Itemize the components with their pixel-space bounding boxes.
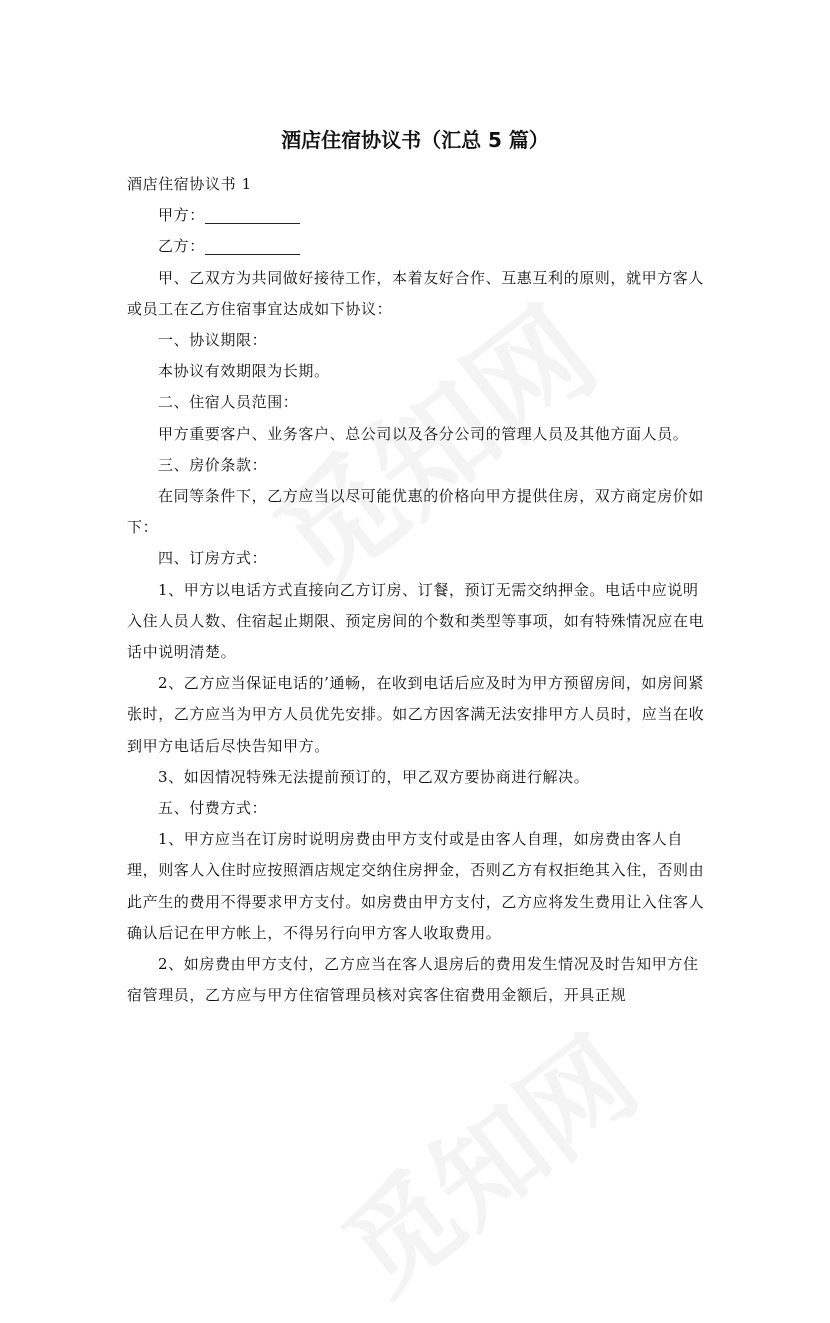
section-heading: 五、付费方式： xyxy=(158,799,268,818)
paragraph: 甲、乙双方为共同做好接待工作，本着友好合作、互惠互利的原则，就甲方客人或员工在乙方住宿事宜达成如下协议： xyxy=(127,268,705,318)
paragraph: 甲方重要客户、业务客户、总公司以及各分公司的管理人员及其他方面人员。 xyxy=(158,424,689,443)
section-heading: 二、住宿人员范围： xyxy=(158,393,299,412)
paragraph: 1、甲方应当在订房时说明房费由甲方支付或是由客人自理，如房费由客人自理，则客人入住时应按照酒店规定交纳住房押金，否则乙方有权拒绝其入住，否则由此产生的费用不得要求甲方支付。如房费由甲方支付，乙方应将发生费用让入住客人确认后记在甲方帐上，不得另行向甲方客人收取费用。 xyxy=(127,830,705,942)
section-heading: 一、协议期限： xyxy=(158,331,268,350)
party-b-label: 乙方： xyxy=(158,237,205,256)
section-heading: 三、房价条款： xyxy=(158,455,268,474)
document-title: 酒店住宿协议书（汇总 5 篇） xyxy=(281,128,549,152)
party-b-line xyxy=(127,231,707,262)
party-a-blank xyxy=(205,205,300,224)
paragraph: 在同等条件下，乙方应当以尽可能优惠的价格向甲方提供住房，双方商定房价如下： xyxy=(127,487,705,537)
document-subtitle: 酒店住宿协议书 1 xyxy=(127,175,252,193)
paragraph: 1、甲方以电话方式直接向乙方订房、订餐，预订无需交纳押金。电话中应说明入住人员人数、住宿起止期限、预定房间的个数和类型等事项，如有特殊情况应在电话中说明清楚。 xyxy=(127,580,705,662)
document-body xyxy=(127,169,707,1011)
paragraph: 2、乙方应当保证电话的’通畅，在收到电话后应及时为甲方预留房间，如房间紧张时，乙方应当为甲方人员优先安排。如乙方因客满无法安排甲方人员时，应当在收到甲方电话后尽快告知甲方。 xyxy=(127,674,705,755)
paragraph: 本协议有效期限为长期。 xyxy=(158,362,330,381)
party-a-line xyxy=(127,200,707,231)
paragraph: 2、如房费由甲方支付，乙方应当在客人退房后的费用发生情况及时告知甲方住宿管理员，乙方应与甲方住宿管理员核对宾客住宿费用金额后，开具正规 xyxy=(127,955,699,1005)
section-heading: 四、订房方式： xyxy=(158,549,268,568)
watermark-icon xyxy=(306,995,663,1323)
party-a-label: 甲方： xyxy=(158,206,205,225)
party-b-blank xyxy=(205,236,300,255)
paragraph: 3、如因情况特殊无法提前预订的，甲乙双方要协商进行解决。 xyxy=(158,767,590,786)
